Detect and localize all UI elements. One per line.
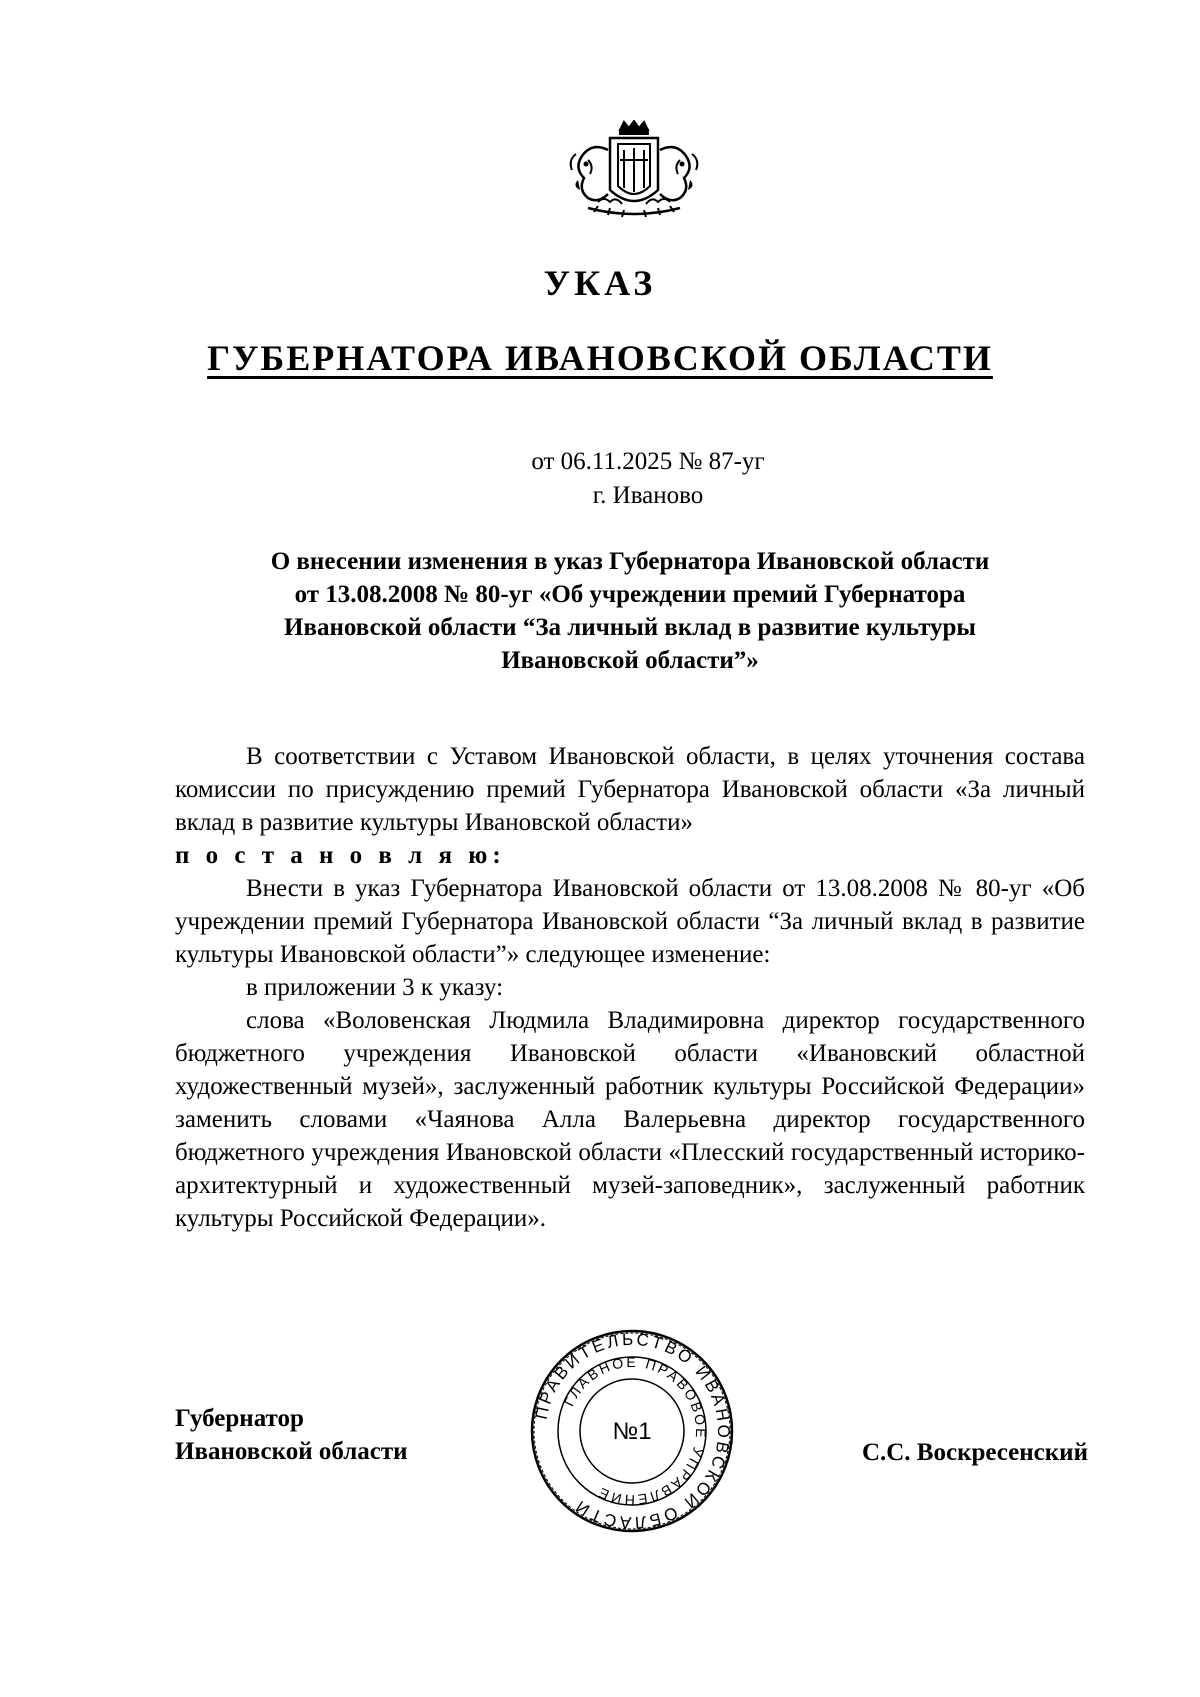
stamp-inner-text: ГЛАВНОЕ ПРАВОВОЕ УПРАВЛЕНИЕ — [560, 1353, 710, 1509]
signatory-name: С.С. Воскресенский — [861, 1439, 1088, 1466]
subject-line: О внесении изменения в указ Губернатора Ивановской области — [270, 548, 990, 575]
subject-line: от 13.08.2008 № 80-уг «Об учреждении премий Губернатора — [294, 581, 966, 608]
stamp-outer-text: ПРАВИТЕЛЬСТВО ИВАНОВСКОЙ ОБЛАСТИ — [531, 1329, 734, 1533]
document-city: г. Иваново — [592, 482, 704, 509]
document-title: УКАЗ — [543, 263, 657, 303]
document-issuer — [0, 337, 1200, 379]
signatory-position — [175, 1402, 408, 1468]
official-stamp — [528, 1327, 736, 1535]
document-issuer-text: ГУБЕРНАТОРА ИВАНОВСКОЙ ОБЛАСТИ — [207, 338, 993, 378]
document-subject — [175, 545, 1085, 677]
body-paragraph: Внести в указ Губернатора Ивановской области от 13.08.2008 № 80-уг «Об учреждении премий Губернатора Ивановской области “За личный вклад в развитие культуры Ивановской области”» следующее изменение: — [175, 875, 1085, 968]
resolve-word: п о с т а н о в л я ю: — [175, 842, 506, 869]
body-paragraph: в приложении 3 к указу: — [246, 974, 504, 1001]
document-date-number: от 06.11.2025 № 87-уг — [531, 448, 765, 475]
preamble-paragraph: В соответствии с Уставом Ивановской области, в целях уточнения состава комиссии по присуждению премий Губернатора Ивановской области «За личный вклад в развитие культуры Ивановской области» — [175, 743, 1085, 836]
coat-of-arms-emblem — [558, 120, 710, 226]
subject-line: Ивановской области”» — [501, 647, 759, 674]
body-paragraph: слова «Воловенская Людмила Владимировна директор государственного бюджетного учреждения Ивановской области «Ивановский областной художественный музей», заслуженный работник культуры Российской Федерации» заменить словами «Чаянова Алла Валерьевна директор государственного бюджетного учреждения Ивановской области «Плесский государственный историко-архитектурный и художественный музей-заповедник», заслуженный работник культуры Российской Федерации». — [175, 1007, 1085, 1232]
stamp-number: №1 — [612, 1418, 652, 1445]
subject-line: Ивановской области “За личный вклад в развитие культуры — [284, 614, 976, 641]
document-body — [175, 740, 1085, 1235]
signatory-position-line: Губернатор — [175, 1405, 304, 1432]
signatory-position-line: Ивановской области — [175, 1438, 408, 1465]
